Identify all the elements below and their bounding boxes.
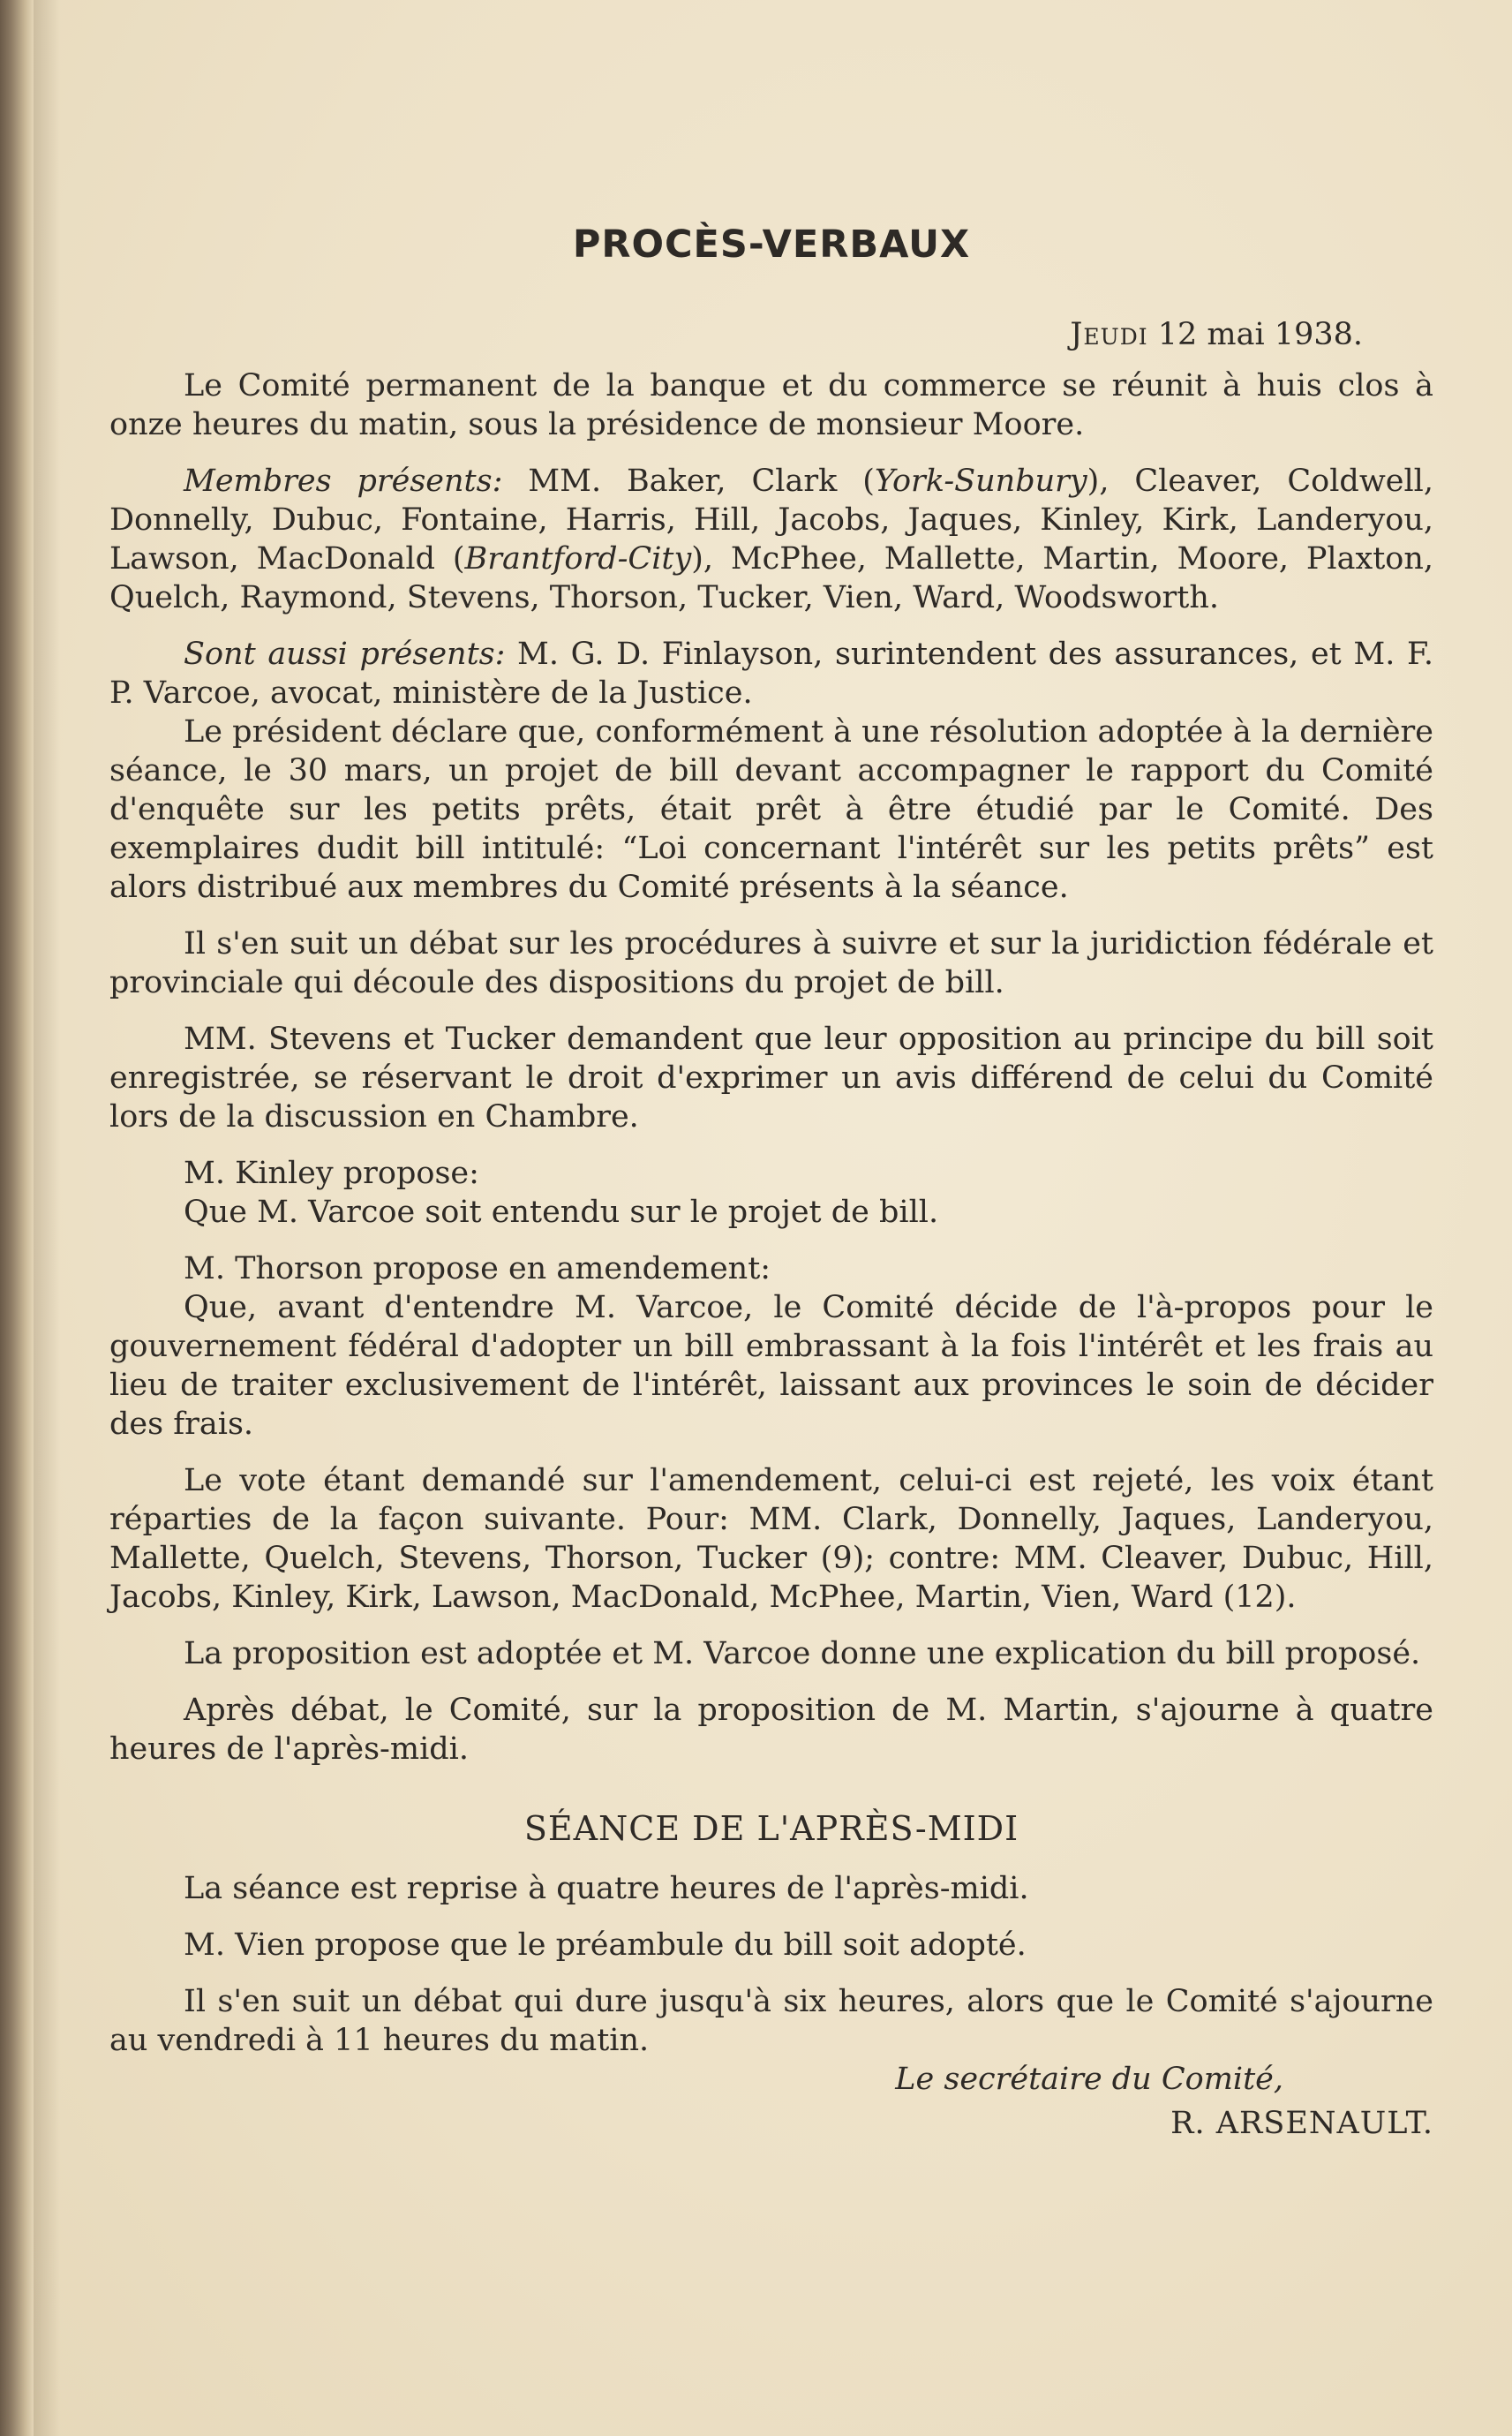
members-riding-brantford: Brantford-City: [464, 541, 692, 577]
spine-shadow: [34, 0, 60, 2436]
members-riding-york: York-Sunbury: [874, 464, 1087, 499]
paragraph-members-present: [109, 462, 1433, 617]
also-present-text: M. G. D. Finlayson, surintendent des assurances, et M. F. P. Varcoe, avocat, ministère de la Justice.: [109, 637, 1433, 711]
meeting-date: [109, 315, 1363, 354]
afternoon-heading: SÉANCE DE L'APRÈS-MIDI: [523, 1809, 1019, 1848]
paragraph-president-declaration: Le président déclare que, conformément à une résolution adoptée à la dernière séance, le 30 mars, un projet de bill devant accompagner le rapport du Comité d'enquête sur les petits prêts, était prêt à être étudié par le Comité. Des exemplaires dudit bill intitulé: “Loi concernant l'intérêt sur les petits prêts” est alors distribué aux membres du Comité présents à la séance.: [109, 714, 1433, 905]
document-title: PROCÈS-VERBAUX: [572, 222, 971, 267]
paragraph-afternoon-resumed: La séance est reprise à quatre heures de l'après-midi.: [184, 1871, 1029, 1906]
paragraph-afternoon-adjourn: Il s'en suit un débat qui dure jusqu'à six heures, alors que le Comité s'ajourne au vendredi à 11 heures du matin.: [109, 1984, 1433, 2058]
paragraph-opening: Le Comité permanent de la banque et du commerce se réunit à huis clos à onze heures du matin, sous la présidence de monsieur Moore.: [109, 368, 1433, 442]
signature-role: Le secrétaire du Comité,: [895, 2062, 1283, 2097]
paragraph-also-present: [109, 635, 1433, 713]
document-body: [109, 222, 1434, 2143]
members-label: Membres présents:: [184, 464, 503, 499]
paragraph-thorson-amendment-text: Que, avant d'entendre M. Varcoe, le Comité décide de l'à-propos pour le gouvernement fédéral d'adopter un bill embrassant à la fois l'intérêt et les frais au lieu de traiter exclusivement de l'intérêt, laissant aux provinces le soin de décider des frais.: [109, 1290, 1433, 1442]
signature-name: R. ARSENAULT.: [1170, 2106, 1433, 2141]
paragraph-thorson-amendment: M. Thorson propose en amendement:: [184, 1251, 771, 1286]
paragraph-kinley-motion-text: Que M. Varcoe soit entendu sur le projet de bill.: [184, 1195, 939, 1230]
paragraph-debate: Il s'en suit un débat sur les procédures à suivre et sur la juridiction fédérale et provinciale qui découle des dispositions du projet de bill.: [109, 926, 1433, 1000]
members-text-c: ), McPhee, Mallette, Martin, Moore, Plaxton, Quelch, Raymond, Stevens, Thorson, Tucker, Vien, Ward, Woodsworth.: [109, 541, 1433, 615]
members-text-a: MM. Baker, Clark (: [502, 464, 875, 499]
paragraph-vote: Le vote étant demandé sur l'amendement, celui-ci est rejeté, les voix étant réparties de la façon suivante. Pour: MM. Clark, Donnelly, Jaques, Landeryou, Mallette, Quelch, Stevens, Thorson, Tucker (9); contre: MM. Cleaver, Dubuc, Hill, Jacobs, Kinley, Kirk, Lawson, MacDonald, McPhee, Martin, Vien, Ward (12).: [109, 1463, 1433, 1615]
paragraph-opposition: MM. Stevens et Tucker demandent que leur opposition au principe du bill soit enregistrée, se réservant le droit d'exprimer un avis différend de celui du Comité lors de la discussion en Chambre.: [109, 1022, 1433, 1135]
also-present-label: Sont aussi présents:: [184, 637, 506, 672]
date-weekday: Jeudi: [1070, 317, 1148, 352]
paragraph-adopted: La proposition est adoptée et M. Varcoe donne une explication du bill proposé.: [184, 1636, 1421, 1671]
paragraph-kinley-motion: M. Kinley propose:: [184, 1156, 479, 1191]
date-rest: 12 mai 1938.: [1147, 317, 1363, 352]
members-text-b: ), Cleaver, Coldwell, Donnelly, Dubuc, Fontaine, Harris, Hill, Jacobs, Jaques, Kinley, Kirk, Landeryou, Lawson, MacDonald (: [109, 464, 1434, 577]
paragraph-adjourn: Après débat, le Comité, sur la proposition de M. Martin, s'ajourne à quatre heures de l'après-midi.: [109, 1693, 1433, 1767]
book-spine: [0, 0, 34, 2436]
paragraph-afternoon-preamble: M. Vien propose que le préambule du bill soit adopté.: [184, 1927, 1027, 1963]
